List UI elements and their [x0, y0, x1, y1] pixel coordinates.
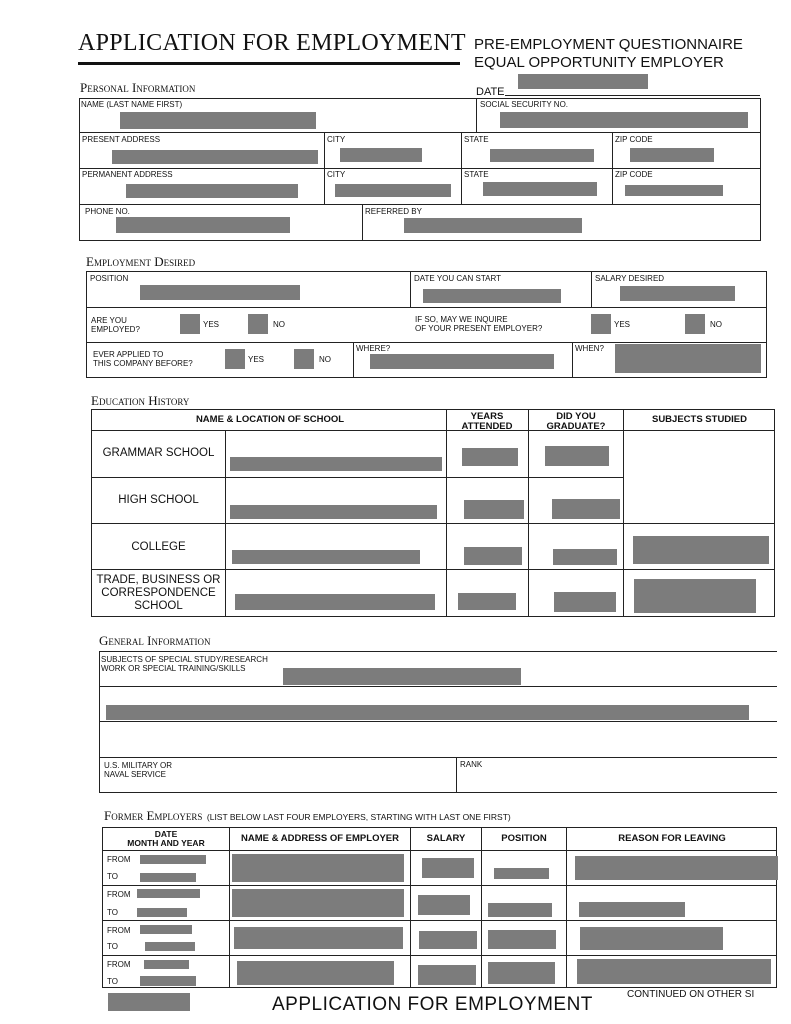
col-divider	[461, 132, 462, 204]
col-divider	[353, 342, 354, 378]
name-label: NAME (LAST NAME FIRST)	[81, 100, 183, 109]
row-divider	[102, 850, 777, 851]
college-graduate-field[interactable]	[553, 549, 617, 565]
row-divider	[86, 342, 767, 343]
applied-before-label	[93, 350, 193, 368]
row-trade-line: TRADE, BUSINESS OR	[96, 574, 221, 586]
col-date-line: MONTH AND YEAR	[127, 838, 205, 848]
from-label-2: FROM	[107, 890, 131, 899]
col-salary: SALARY	[426, 833, 466, 844]
date-label: DATE	[476, 86, 505, 98]
ssn-field[interactable]	[500, 112, 748, 128]
employed-label	[91, 316, 140, 334]
col-divider	[566, 827, 567, 988]
col-divider	[612, 132, 613, 204]
special-study-field-2[interactable]	[106, 705, 749, 720]
from-date-1[interactable]	[140, 855, 206, 864]
reason-2-field[interactable]	[579, 902, 685, 917]
military-label-line: NAVAL SERVICE	[104, 770, 166, 779]
military-label	[104, 761, 172, 779]
salary-2-field[interactable]	[418, 895, 470, 915]
col-divider	[362, 204, 363, 241]
position-label: POSITION	[90, 274, 129, 283]
eoe-label: EQUAL OPPORTUNITY EMPLOYER	[474, 54, 724, 71]
to-date-3[interactable]	[145, 942, 195, 951]
salary-3-field[interactable]	[419, 931, 477, 949]
col-divider	[225, 430, 226, 617]
row-divider	[79, 204, 761, 205]
col-divider	[572, 342, 573, 378]
present-address-label: PRESENT ADDRESS	[82, 135, 161, 144]
row-divider	[86, 307, 767, 308]
to-label-4: TO	[107, 977, 118, 986]
form-subtitle	[474, 36, 743, 72]
personal-heading: Personal Information	[80, 80, 196, 95]
military-label-line: U.S. MILITARY OR	[104, 761, 173, 770]
inquire-label	[415, 315, 542, 333]
inquire-no-label: NO	[710, 320, 722, 329]
reason-3-field[interactable]	[580, 927, 723, 950]
to-label-3: TO	[107, 942, 118, 951]
col-school-name: NAME & LOCATION OF SCHOOL	[195, 414, 345, 425]
phone-label: PHONE NO.	[85, 207, 130, 216]
college-subjects-field[interactable]	[633, 536, 769, 564]
inquire-no-checkbox[interactable]	[685, 314, 705, 334]
title-underline	[78, 62, 460, 65]
position-1-field[interactable]	[494, 868, 549, 879]
present-address-field[interactable]	[112, 150, 318, 164]
employer-2-field[interactable]	[232, 889, 404, 917]
col-divider	[528, 409, 529, 617]
employed-no-label: NO	[273, 320, 285, 329]
col-reason: REASON FOR LEAVING	[618, 833, 726, 844]
to-date-2[interactable]	[137, 908, 187, 917]
col-date	[103, 830, 229, 848]
where-label: WHERE?	[356, 344, 391, 353]
start-date-field[interactable]	[423, 289, 561, 303]
salary-4-field[interactable]	[418, 965, 476, 985]
phone-field[interactable]	[116, 217, 290, 233]
general-heading: General Information	[99, 633, 211, 648]
applied-label-line: THIS COMPANY BEFORE?	[93, 359, 193, 368]
col-subjects: SUBJECTS STUDIED	[651, 414, 747, 425]
permanent-city-field[interactable]	[335, 184, 451, 197]
special-study-line: WORK OR SPECIAL TRAINING/SKILLS	[101, 664, 246, 673]
grammar-school-field[interactable]	[230, 457, 442, 471]
employed-yes-checkbox[interactable]	[180, 314, 200, 334]
special-study-field[interactable]	[283, 668, 521, 685]
employment-heading: Employment Desired	[86, 254, 196, 269]
permanent-zip-field[interactable]	[625, 185, 723, 196]
referred-label: REFERRED BY	[365, 207, 422, 216]
col-divider	[623, 409, 624, 617]
employed-label-line: ARE YOU	[91, 316, 127, 325]
position-4-field[interactable]	[488, 962, 555, 984]
start-date-label: DATE YOU CAN START	[414, 274, 501, 283]
to-date-4[interactable]	[140, 976, 196, 986]
col-divider	[481, 827, 482, 988]
position-3-field[interactable]	[488, 930, 556, 949]
special-study-label	[101, 655, 268, 673]
row-divider	[79, 168, 761, 169]
high-years-field[interactable]	[464, 500, 524, 519]
col-divider	[410, 827, 411, 988]
present-city-field[interactable]	[340, 148, 422, 162]
permanent-address-field[interactable]	[126, 184, 298, 198]
high-graduate-field[interactable]	[552, 499, 620, 519]
permanent-state-field[interactable]	[483, 182, 597, 196]
col-divider	[324, 132, 325, 204]
rank-label: RANK	[460, 760, 483, 769]
position-field[interactable]	[140, 285, 300, 300]
row-divider	[102, 955, 777, 956]
questionnaire-label: PRE-EMPLOYMENT QUESTIONNAIRE	[474, 36, 743, 53]
col-divider	[446, 409, 447, 617]
present-zip-field[interactable]	[630, 148, 714, 162]
permanent-address-label: PERMANENT ADDRESS	[82, 170, 173, 179]
from-date-3[interactable]	[140, 925, 192, 934]
row-divider	[99, 757, 777, 758]
present-city-label: CITY	[327, 135, 346, 144]
inquire-yes-label: YES	[614, 320, 631, 329]
inquire-label-line: OF YOUR PRESENT EMPLOYER?	[415, 324, 543, 333]
row-grammar: GRAMMAR SCHOOL	[102, 447, 215, 459]
row-college: COLLEGE	[131, 541, 186, 553]
col-divider	[591, 271, 592, 307]
trade-years-field[interactable]	[458, 593, 516, 610]
former-heading: Former Employers	[104, 808, 203, 823]
row-divider	[99, 792, 777, 793]
inquire-label-line: IF SO, MAY WE INQUIRE	[415, 315, 508, 324]
col-divider	[456, 757, 457, 792]
reason-4-field[interactable]	[577, 959, 771, 984]
employed-no-checkbox[interactable]	[248, 314, 268, 334]
ssn-label: SOCIAL SECURITY NO.	[480, 100, 569, 109]
permanent-city-label: CITY	[327, 170, 346, 179]
from-label-1: FROM	[107, 855, 131, 864]
grammar-years-field[interactable]	[462, 448, 518, 466]
special-study-line: SUBJECTS OF SPECIAL STUDY/RESEARCH	[101, 655, 268, 664]
row-divider	[91, 569, 775, 570]
applied-label-line: EVER APPLIED TO	[93, 350, 164, 359]
present-state-field[interactable]	[490, 149, 594, 162]
referred-field[interactable]	[404, 218, 582, 233]
college-years-field[interactable]	[464, 547, 522, 565]
when-field[interactable]	[615, 344, 761, 373]
col-divider	[99, 651, 100, 792]
employer-1-field[interactable]	[232, 854, 404, 882]
date-underline	[505, 95, 760, 96]
salary-desired-label: SALARY DESIRED	[595, 274, 665, 283]
footer-title: APPLICATION FOR EMPLOYMENT	[272, 994, 593, 1015]
where-field[interactable]	[370, 354, 554, 369]
employed-yes-label: YES	[203, 320, 220, 329]
permanent-state-label: STATE	[464, 170, 489, 179]
trade-subjects-field[interactable]	[634, 579, 756, 613]
continued-note: CONTINUED ON OTHER SI	[627, 989, 755, 1000]
present-zip-label: ZIP CODE	[615, 135, 653, 144]
row-trade	[92, 574, 225, 613]
row-trade-line: SCHOOL	[134, 600, 183, 612]
to-label-1: TO	[107, 872, 118, 881]
form-title: APPLICATION FOR EMPLOYMENT	[78, 30, 466, 56]
col-graduate-line: DID YOU	[556, 411, 596, 422]
to-label-2: TO	[107, 908, 118, 917]
col-years-line: YEARS	[470, 411, 504, 422]
grammar-graduate-field[interactable]	[545, 446, 609, 466]
trade-school-field[interactable]	[235, 594, 435, 610]
former-note: (LIST BELOW LAST FOUR EMPLOYERS, STARTING WITH LAST ONE FIRST)	[206, 812, 511, 822]
former-heading-row	[104, 807, 511, 825]
name-field[interactable]	[120, 112, 316, 129]
col-divider	[410, 271, 411, 307]
from-date-4[interactable]	[144, 960, 189, 969]
row-divider	[102, 885, 777, 886]
col-divider	[229, 827, 230, 988]
from-label-3: FROM	[107, 926, 131, 935]
footer-redaction	[108, 993, 190, 1011]
to-date-1[interactable]	[140, 873, 196, 882]
col-graduate	[529, 412, 623, 432]
row-divider	[99, 686, 777, 687]
row-divider	[91, 523, 775, 524]
col-employer: NAME & ADDRESS OF EMPLOYER	[241, 833, 399, 844]
applied-no-label: NO	[319, 355, 331, 364]
from-label-4: FROM	[107, 960, 131, 969]
reason-1-field[interactable]	[575, 856, 778, 880]
col-years	[447, 412, 527, 432]
row-divider	[99, 721, 777, 722]
col-years-line: ATTENDED	[461, 421, 513, 432]
inquire-yes-checkbox[interactable]	[591, 314, 611, 334]
col-date-line: DATE	[154, 829, 178, 839]
employer-4-field[interactable]	[237, 961, 394, 985]
row-divider	[99, 651, 777, 652]
applied-yes-checkbox[interactable]	[225, 349, 245, 369]
high-school-field[interactable]	[230, 505, 437, 519]
education-heading: Education History	[91, 393, 190, 408]
row-high-school: HIGH SCHOOL	[118, 494, 199, 506]
col-divider	[476, 98, 477, 132]
row-trade-line: CORRESPONDENCE	[101, 587, 216, 599]
applied-no-checkbox[interactable]	[294, 349, 314, 369]
from-date-2[interactable]	[137, 889, 200, 898]
present-state-label: STATE	[464, 135, 489, 144]
row-divider	[91, 477, 623, 478]
trade-graduate-field[interactable]	[554, 592, 616, 612]
permanent-zip-label: ZIP CODE	[615, 170, 653, 179]
employed-label-line: EMPLOYED?	[91, 325, 140, 334]
row-divider	[102, 920, 777, 921]
date-value[interactable]	[518, 74, 648, 89]
when-label: WHEN?	[575, 344, 604, 353]
employer-3-field[interactable]	[234, 927, 403, 949]
college-field[interactable]	[232, 550, 420, 564]
salary-1-field[interactable]	[422, 858, 474, 878]
row-divider	[91, 430, 775, 431]
row-divider	[79, 132, 761, 133]
applied-yes-label: YES	[248, 355, 265, 364]
salary-desired-field[interactable]	[620, 286, 735, 301]
position-2-field[interactable]	[488, 903, 552, 917]
col-graduate-line: GRADUATE?	[546, 421, 606, 432]
col-position: POSITION	[501, 833, 547, 844]
